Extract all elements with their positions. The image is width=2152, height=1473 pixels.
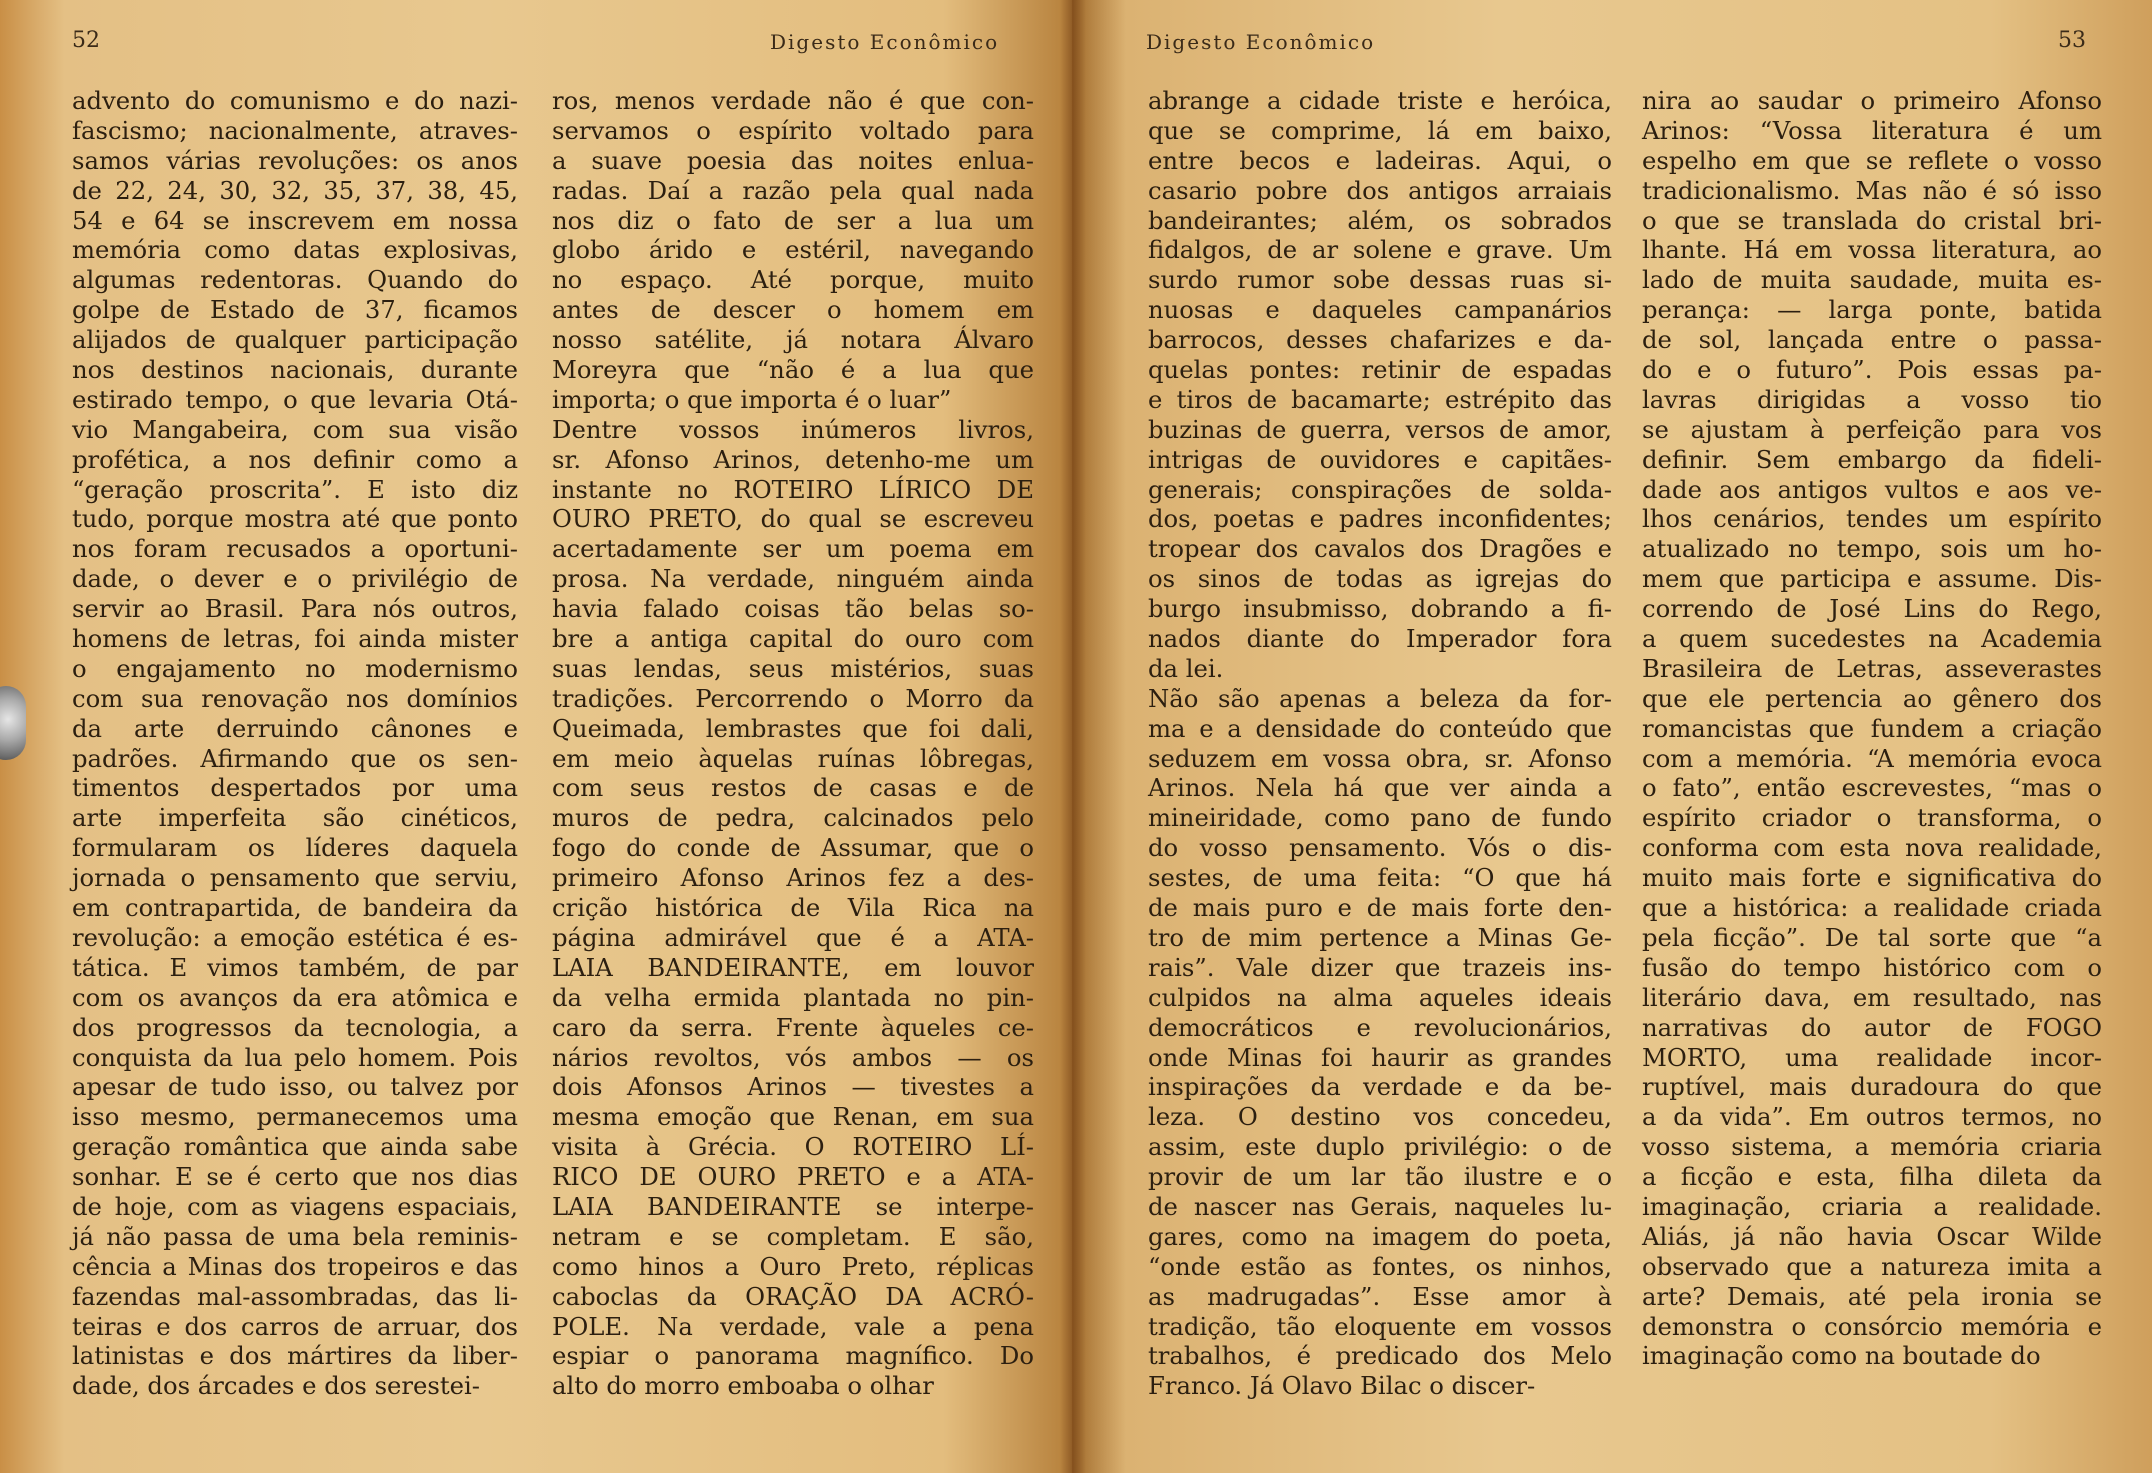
text-line: barrocos, desses chafarizes e da- <box>1148 325 1612 355</box>
text-line: em contrapartida, de bandeira da <box>72 893 518 923</box>
text-line: no espaço. Até porque, muito <box>552 265 1034 295</box>
text-line: página admirável que é a ATA- <box>552 922 1034 952</box>
text-line: nos foram recusados a oportuni- <box>72 534 518 564</box>
text-line: intrigas de ouvidores e capitães- <box>1148 444 1612 474</box>
text-line: que ele pertencia ao gênero dos <box>1642 683 2102 713</box>
text-line: pela ficção”. De tal sorte que “a <box>1642 922 2102 952</box>
text-line: atualizado no tempo, sois um ho- <box>1642 534 2102 564</box>
text-line: dois Afonsos Arinos — tivestes a <box>552 1072 1034 1102</box>
book-spine <box>1060 0 1086 1473</box>
text-line: padrões. Afirmando que os sen- <box>72 743 518 773</box>
text-line: antes de descer o homem em <box>552 295 1034 325</box>
text-line: da arte derruindo cânones e <box>72 713 518 743</box>
text-line: leza. O destino vos concedeu, <box>1148 1102 1612 1132</box>
text-line: algumas redentoras. Quando do <box>72 265 518 295</box>
text-line: isso mesmo, permanecemos uma <box>72 1102 518 1132</box>
text-line: demonstra o consórcio memória e <box>1642 1311 2102 1341</box>
text-line: as madrugadas”. Esse amor à <box>1148 1281 1612 1311</box>
text-line: mineiridade, como pano de fundo <box>1148 803 1612 833</box>
text-line: homens de letras, foi ainda mister <box>72 624 518 654</box>
text-line: fusão do tempo histórico com o <box>1642 952 2102 982</box>
text-line: dade aos antigos vultos e aos ve- <box>1642 474 2102 504</box>
text-line: RICO DE OURO PRETO e a ATA- <box>552 1162 1034 1192</box>
text-line: alijados de qualquer participação <box>72 325 518 355</box>
text-line: de 22, 24, 30, 32, 35, 37, 38, 45, <box>72 175 518 205</box>
text-line: quelas pontes: retinir de espadas <box>1148 355 1612 385</box>
text-line: ma e a densidade do conteúdo que <box>1148 713 1612 743</box>
text-line: nados diante do Imperador fora <box>1148 624 1612 654</box>
text-line: acertadamente ser um poema em <box>552 534 1034 564</box>
text-line: mem que participa e assume. Dis- <box>1642 564 2102 594</box>
text-line: perança: — larga ponte, batida <box>1642 295 2102 325</box>
text-line: o engajamento no modernismo <box>72 653 518 683</box>
text-line: inspirações da verdade e da be- <box>1148 1072 1612 1102</box>
text-line: servir ao Brasil. Para nós outros, <box>72 594 518 624</box>
text-line: narrativas do autor de FOGO <box>1642 1012 2102 1042</box>
text-line: do e o futuro”. Pois essas pa- <box>1642 355 2102 385</box>
text-line: fascismo; nacionalmente, atraves- <box>72 115 518 145</box>
text-line: memória como datas explosivas, <box>72 235 518 265</box>
text-line: como hinos a Ouro Preto, réplicas <box>552 1251 1034 1281</box>
text-line: latinistas e dos mártires da liber- <box>72 1341 518 1371</box>
text-line: instante no ROTEIRO LÍRICO DE <box>552 474 1034 504</box>
text-line: espiar o panorama magnífico. Do <box>552 1341 1034 1371</box>
text-line: tática. E vimos também, de par <box>72 952 518 982</box>
text-line: em meio àquelas ruínas lôbregas, <box>552 743 1034 773</box>
text-line: dos progressos da tecnologia, a <box>72 1012 518 1042</box>
text-line: muros de pedra, calcinados pelo <box>552 803 1034 833</box>
text-line: nira ao saudar o primeiro Afonso <box>1642 86 2102 115</box>
text-line: generais; conspirações de solda- <box>1148 474 1612 504</box>
text-line: ros, menos verdade não é que con- <box>552 86 1034 115</box>
text-line: LAIA BANDEIRANTE, em louvor <box>552 952 1034 982</box>
text-line: definir. Sem embargo da fideli- <box>1642 444 2102 474</box>
text-line: burgo insubmisso, dobrando a fi- <box>1148 594 1612 624</box>
text-line: “geração proscrita”. E isto diz <box>72 474 518 504</box>
text-line: espírito criador o transforma, o <box>1642 803 2102 833</box>
text-line: com os avanços da era atômica e <box>72 982 518 1012</box>
text-line: radas. Daí a razão pela qual nada <box>552 175 1034 205</box>
text-line: nos diz o fato de ser a lua um <box>552 205 1034 235</box>
text-line: tradicionalismo. Mas não é só isso <box>1642 175 2102 205</box>
text-line: timentos despertados por uma <box>72 773 518 803</box>
text-line: e tiros de bacamarte; estrépito das <box>1148 384 1612 414</box>
text-line: golpe de Estado de 37, ficamos <box>72 295 518 325</box>
text-line: muito mais forte e significativa do <box>1642 863 2102 893</box>
text-line: espelho em que se reflete o vosso <box>1642 145 2102 175</box>
text-line: observado que a natureza imita a <box>1642 1251 2102 1281</box>
text-line: do vosso pensamento. Vós o dis- <box>1148 833 1612 863</box>
text-line: de sol, lançada entre o passa- <box>1642 325 2102 355</box>
text-line: conforma com esta nova realidade, <box>1642 833 2102 863</box>
text-line: culpidos na alma aqueles ideais <box>1148 982 1612 1012</box>
text-line: da velha ermida plantada no pin- <box>552 982 1034 1012</box>
text-line: revolução: a emoção estética é es- <box>72 922 518 952</box>
text-line: buzinas de guerra, versos de amor, <box>1148 414 1612 444</box>
text-line: Franco. Já Olavo Bilac o discer- <box>1148 1371 1536 1401</box>
text-line: Dentre vossos inúmeros livros, <box>552 414 1034 444</box>
text-line: MORTO, uma realidade incor- <box>1642 1042 2102 1072</box>
text-line: trabalhos, é predicado dos Melo <box>1148 1341 1612 1371</box>
text-line: tro de mim pertence a Minas Ge- <box>1148 922 1612 952</box>
text-line: nuosas e daqueles campanários <box>1148 295 1612 325</box>
text-line: assim, este duplo privilégio: o de <box>1148 1132 1612 1162</box>
text-line: fazendas mal-assombradas, das li- <box>72 1281 518 1311</box>
text-line: arte imperfeita são cinéticos, <box>72 803 518 833</box>
right-page-column-2 <box>1642 86 2102 1371</box>
text-line: vosso sistema, a memória criaria <box>1642 1132 2102 1162</box>
text-line: Brasileira de Letras, asseverastes <box>1642 653 2102 683</box>
text-line: bre a antiga capital do ouro com <box>552 624 1034 654</box>
text-line: apesar de tudo isso, ou talvez por <box>72 1072 518 1102</box>
text-line: visita à Grécia. O ROTEIRO LÍ- <box>552 1132 1034 1162</box>
text-line: o fato”, então escrevestes, “mas o <box>1642 773 2102 803</box>
text-line: provir de um lar tão ilustre e o <box>1148 1162 1612 1192</box>
text-line: netram e se completam. E são, <box>552 1221 1034 1251</box>
left-page-column-2 <box>552 86 1034 1401</box>
text-line: os sinos de todas as igrejas do <box>1148 564 1612 594</box>
text-line: abrange a cidade triste e heróica, <box>1148 86 1612 115</box>
text-line: jornada o pensamento que serviu, <box>72 863 518 893</box>
left-running-header: Digesto Econômico <box>770 30 1000 54</box>
right-page-number: 53 <box>2058 28 2086 53</box>
text-line: mesma emoção que Renan, em sua <box>552 1102 1034 1132</box>
text-line: a suave poesia das noites enlua- <box>552 145 1034 175</box>
text-line: dade, dos árcades e dos serestei- <box>72 1371 481 1401</box>
text-line: profética, a nos definir como a <box>72 444 518 474</box>
text-line: imaginação, criaria a realidade. <box>1642 1191 2102 1221</box>
text-line: literário dava, em resultado, nas <box>1642 982 2102 1012</box>
text-line: samos várias revoluções: os anos <box>72 145 518 175</box>
right-running-header: Digesto Econômico <box>1146 30 1376 54</box>
text-line: primeiro Afonso Arinos fez a des- <box>552 863 1034 893</box>
text-line: de nascer nas Gerais, naqueles lu- <box>1148 1191 1612 1221</box>
text-line: estirado tempo, o que levaria Otá- <box>72 384 518 414</box>
text-line: democráticos e revolucionários, <box>1148 1012 1612 1042</box>
text-line: servamos o espírito voltado para <box>552 115 1034 145</box>
text-line: com sua renovação nos domínios <box>72 683 518 713</box>
text-line: Aliás, já não havia Oscar Wilde <box>1642 1221 2102 1251</box>
text-line: prosa. Na verdade, ninguém ainda <box>552 564 1034 594</box>
text-line: formularam os líderes daquela <box>72 833 518 863</box>
text-line: Arinos: “Vossa literatura é um <box>1642 115 2102 145</box>
left-page-column-1 <box>72 86 518 1401</box>
text-line: lhos cenários, tendes um espírito <box>1642 504 2102 534</box>
text-line: já não passa de uma bela reminis- <box>72 1221 518 1251</box>
text-line: dade, o dever e o privilégio de <box>72 564 518 594</box>
text-line: fidalgos, de ar solene e grave. Um <box>1148 235 1612 265</box>
text-line: imaginação como na boutade do <box>1642 1341 2041 1371</box>
text-line: caboclas da ORAÇÃO DA ACRÓ- <box>552 1281 1034 1311</box>
text-line: sr. Afonso Arinos, detenho-me um <box>552 444 1034 474</box>
text-line: romancistas que fundem a criação <box>1642 713 2102 743</box>
text-line: tudo, porque mostra até que ponto <box>72 504 518 534</box>
text-line: lavras dirigidas a vosso tio <box>1642 384 2102 414</box>
text-line: de mais puro e de mais forte den- <box>1148 893 1612 923</box>
text-line: 54 e 64 se inscrevem em nossa <box>72 205 518 235</box>
text-line: Moreyra que “não é a lua que <box>552 355 1034 385</box>
text-line: entre becos e ladeiras. Aqui, o <box>1148 145 1612 175</box>
text-line: LAIA BANDEIRANTE se interpe- <box>552 1191 1034 1221</box>
text-line: nários revoltos, vós ambos — os <box>552 1042 1034 1072</box>
text-line: a da vida”. Em outros termos, no <box>1642 1102 2102 1132</box>
text-line: lhante. Há em vossa literatura, ao <box>1642 235 2102 265</box>
text-line: geração romântica que ainda sabe <box>72 1132 518 1162</box>
right-page-column-1 <box>1148 86 1612 1401</box>
text-line: conquista da lua pelo homem. Pois <box>72 1042 518 1072</box>
binder-clip-icon <box>0 686 26 760</box>
text-line: com seus restos de casas e de <box>552 773 1034 803</box>
text-line: Não são apenas a beleza da for- <box>1148 683 1612 713</box>
text-line: rais”. Vale dizer que trazeis ins- <box>1148 952 1612 982</box>
text-line: caro da serra. Frente àqueles ce- <box>552 1012 1034 1042</box>
text-line: que a histórica: a realidade criada <box>1642 893 2102 923</box>
text-line: tradição, tão eloquente em vossos <box>1148 1311 1612 1341</box>
text-line: alto do morro emboaba o olhar <box>552 1371 934 1401</box>
text-line: nosso satélite, já notara Álvaro <box>552 325 1034 355</box>
text-line: sonhar. E se é certo que nos dias <box>72 1162 518 1192</box>
text-line: ruptível, mais duradoura do que <box>1642 1072 2102 1102</box>
text-line: vio Mangabeira, com sua visão <box>72 414 518 444</box>
text-line: advento do comunismo e do nazi- <box>72 86 518 115</box>
text-line: Queimada, lembrastes que foi dali, <box>552 713 1034 743</box>
text-line: sestes, de uma feita: “O que há <box>1148 863 1612 893</box>
text-line: lado de muita saudade, muita es- <box>1642 265 2102 295</box>
text-line: que se comprime, lá em baixo, <box>1148 115 1612 145</box>
text-line: crição histórica de Vila Rica na <box>552 893 1034 923</box>
text-line: OURO PRETO, do qual se escreveu <box>552 504 1034 534</box>
text-line: gares, como na imagem do poeta, <box>1148 1221 1612 1251</box>
text-line: de hoje, com as viagens espaciais, <box>72 1191 518 1221</box>
text-line: arte? Demais, até pela ironia se <box>1642 1281 2102 1311</box>
text-line: tropear dos cavalos dos Dragões e <box>1148 534 1612 564</box>
text-line: bandeirantes; além, os sobrados <box>1148 205 1612 235</box>
text-line: o que se translada do cristal bri- <box>1642 205 2102 235</box>
text-line: Arinos. Nela há que ver ainda a <box>1148 773 1612 803</box>
text-line: teiras e dos carros de arruar, dos <box>72 1311 518 1341</box>
text-line: seduzem em vossa obra, sr. Afonso <box>1148 743 1612 773</box>
text-line: surdo rumor sobe dessas ruas si- <box>1148 265 1612 295</box>
text-line: cência a Minas dos tropeiros e das <box>72 1251 518 1281</box>
text-line: a ficção e esta, filha dileta da <box>1642 1162 2102 1192</box>
text-line: fogo do conde de Assumar, que o <box>552 833 1034 863</box>
text-line: dos, poetas e padres inconfidentes; <box>1148 504 1612 534</box>
text-line: a quem sucedestes na Academia <box>1642 624 2102 654</box>
text-line: se ajustam à perfeição para vos <box>1642 414 2102 444</box>
text-line: suas lendas, seus mistérios, suas <box>552 653 1034 683</box>
text-line: tradições. Percorrendo o Morro da <box>552 683 1034 713</box>
text-line: globo árido e estéril, navegando <box>552 235 1034 265</box>
text-line: “onde estão as fontes, os ninhos, <box>1148 1251 1612 1281</box>
text-line: com a memória. “A memória evoca <box>1642 743 2102 773</box>
left-page-number: 52 <box>72 28 100 53</box>
text-line: importa; o que importa é o luar” <box>552 384 952 414</box>
text-line: onde Minas foi haurir as grandes <box>1148 1042 1612 1072</box>
text-line: nos destinos nacionais, durante <box>72 355 518 385</box>
text-line: da lei. <box>1148 653 1224 683</box>
text-line: casario pobre dos antigos arraiais <box>1148 175 1612 205</box>
text-line: havia falado coisas tão belas so- <box>552 594 1034 624</box>
text-line: correndo de José Lins do Rego, <box>1642 594 2102 624</box>
text-line: POLE. Na verdade, vale a pena <box>552 1311 1034 1341</box>
